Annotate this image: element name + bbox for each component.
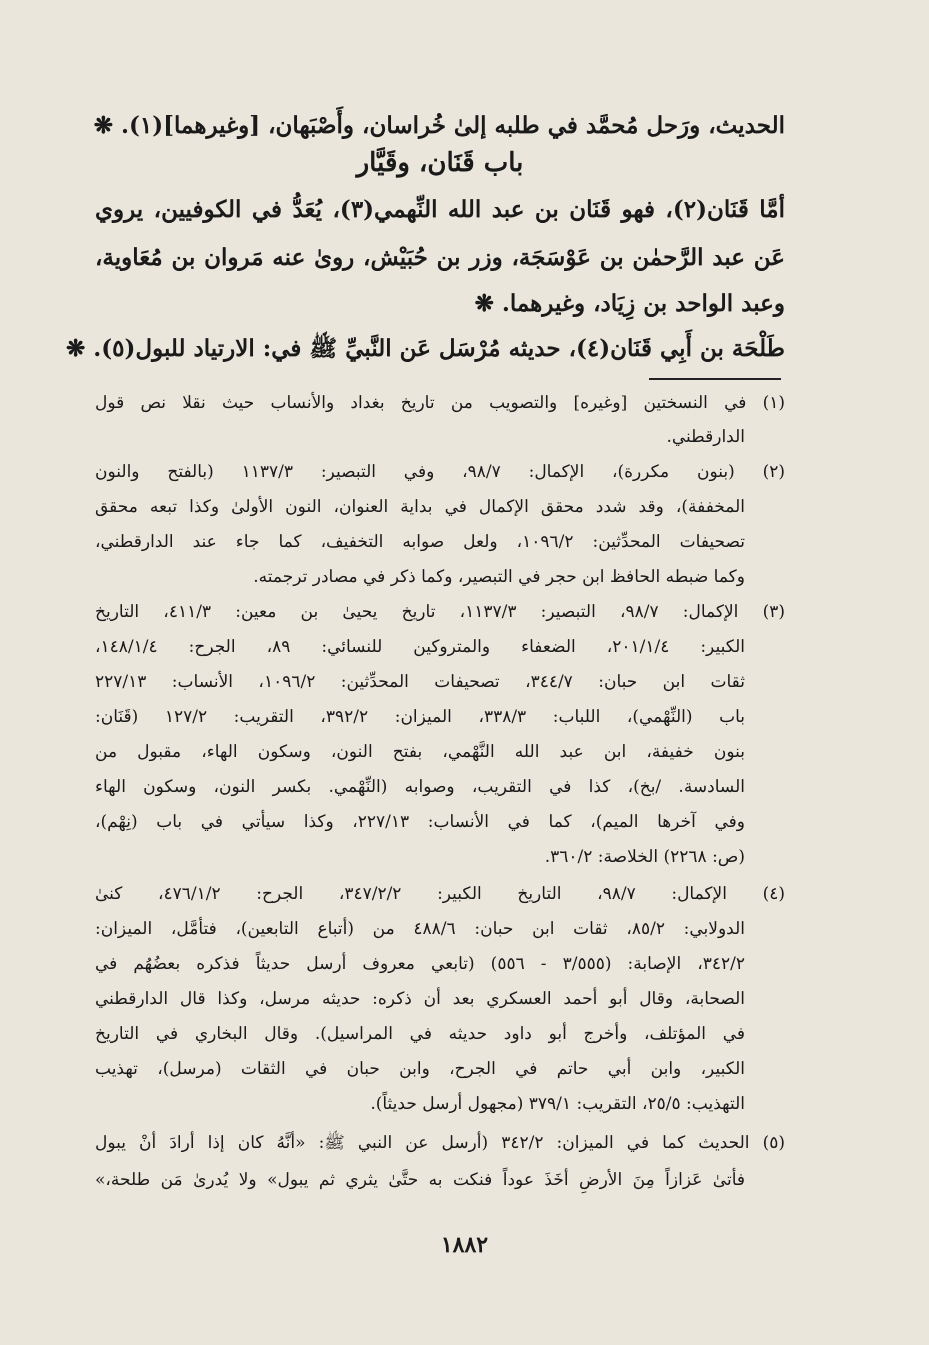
footnote-line: (٣) الإكمال: ٩٨/٧، التبصير: ١١٣٧/٣، تاريخ يحيىٰ بن معين: ٤١١/٣، التاريخ	[95, 602, 785, 622]
footnote-line: الدولابي: ٨٥/٢، ثقات ابن حبان: ٤٨٨/٦ من (أتباع التابعين)، فتأمَّل، الميزان:	[95, 919, 745, 939]
footnote-line: وفي آخرها الميم)، كما في الأنساب: ٢٢٧/١٣، وكذا سيأتي في باب (نِهْم)،	[95, 812, 745, 832]
main-line: عَن عبد الرَّحمٰن بن عَوْسَجَة، وزر بن حُبَيْش، روىٰ عنه مَروان بن مُعَاوية،	[95, 244, 785, 271]
footnote-line: ٣٤٢/٢، الإصابة: (٣/٥٥٥ - ٥٥٦) (تابعي معروف أرسل حديثاً فذكره بعضُهُم في	[95, 954, 745, 974]
footnote-line: فأتىٰ عَزازاً مِنَ الأرضِ أخَذَ عوداً فنكت به حتَّىٰ يثري ثم يبول» ولا يُدرىٰ مَن طلحة،»	[95, 1170, 745, 1190]
footnote-line: بنون خفيفة، ابن عبد الله النَّهْمي، بفتح النون، وسكون الهاء، مقبول من	[95, 742, 745, 762]
footnote-line: (٢) (بنون مكررة)، الإكمال: ٩٨/٧، وفي التبصير: ١١٣٧/٣ (بالفتح والنون	[95, 462, 785, 482]
footnote-line: تصحيفات المحدِّثين: ١٠٩٦/٢، ولعل صوابه التخفيف، كما جاء عند الدارقطني،	[95, 532, 746, 552]
footnote-line: (ص: ٢٢٦٨) الخلاصة: ٣٦٠/٢.	[544, 847, 745, 867]
page-number: ١٨٨٢	[440, 1232, 489, 1258]
footnote-line: (٤) الإكمال: ٩٨/٧، التاريخ الكبير: ٣٤٧/٢/٢، الجرح: ٤٧٦/١/٢، كنىٰ	[95, 884, 785, 904]
section-heading: باب قَنَان، وقَيَّار	[356, 148, 524, 178]
footnote-line: التهذيب: ٢٥/٥، التقريب: ٣٧٩/١ (مجهول أرسل حديثاً).	[370, 1094, 745, 1114]
footnote-separator	[649, 378, 781, 380]
footnote-line: الدارقطني.	[666, 427, 745, 447]
footnote-line: الكبير، وابن أبي حاتم في الجرح، وابن حبان في الثقات (مرسل)، تهذيب	[95, 1059, 745, 1079]
footnote-line: الصحابة، وقال أبو أحمد العسكري بعد أن ذكره: حديثه مرسل، وكذا قال الدارقطني	[95, 989, 745, 1009]
main-line: طَلْحَة بن أَبِي قَنَان(٤)، حديثه مُرْسَل عَن النَّبيِّ ﷺ في: الارتياد للبول(٥). ❋	[65, 335, 785, 362]
main-line: الحديث، ورَحل مُحمَّد في طلبه إلىٰ خُراسان، وأَصْبَهان، [وغيرهما](١). ❋	[93, 112, 785, 139]
main-line: أمَّا قَنَان(٢)، فهو قَنَان بن عبد الله النِّهمي(٣)، يُعَدُّ في الكوفيين، يروي	[95, 196, 785, 223]
footnote-line: (١) في النسختين [وغيره] والتصويب من تاريخ بغداد والأنساب حيث نقلا نص قول	[95, 393, 785, 413]
footnote-line: في المؤتلف، وأخرج أبو داود حديثه في المراسيل). وقال البخاري في التاريخ	[95, 1024, 745, 1044]
footnote-line: ثقات ابن حبان: ٣٤٤/٧، تصحيفات المحدِّثين: ١٠٩٦/٢، الأنساب: ٢٢٧/١٣	[95, 672, 745, 692]
footnote-line: السادسة. /بخ)، كذا في التقريب، وصوابه (النِّهْمي. بكسر النون، وسكون الهاء	[95, 777, 745, 797]
footnote-line: باب (النِّهْمي)، اللباب: ٣٣٨/٣، الميزان: ٣٩٢/٢، التقريب: ١٢٧/٢ (قَنَان:	[95, 707, 745, 727]
footnote-line: الكبير: ٢٠١/١/٤، الضعفاء والمتروكين للنسائي: ٨٩، الجرح: ١٤٨/١/٤،	[95, 637, 745, 657]
footnote-line: (٥) الحديث كما في الميزان: ٣٤٢/٢ (أرسل عن النبي ﷺ: «أنَّهُ كان إذا أرادَ أنْ يبول	[95, 1133, 786, 1153]
footnote-line: وكما ضبطه الحافظ ابن حجر في التبصير، وكما ذكر في مصادر ترجمته.	[253, 567, 745, 587]
main-line: وعبد الواحد بن زِيَاد، وغيرهما. ❋	[474, 290, 785, 317]
footnote-line: المخففة)، وقد شدد محقق الإكمال في بداية العنوان، النون الأولىٰ وكذا تبعه محقق	[95, 497, 745, 517]
